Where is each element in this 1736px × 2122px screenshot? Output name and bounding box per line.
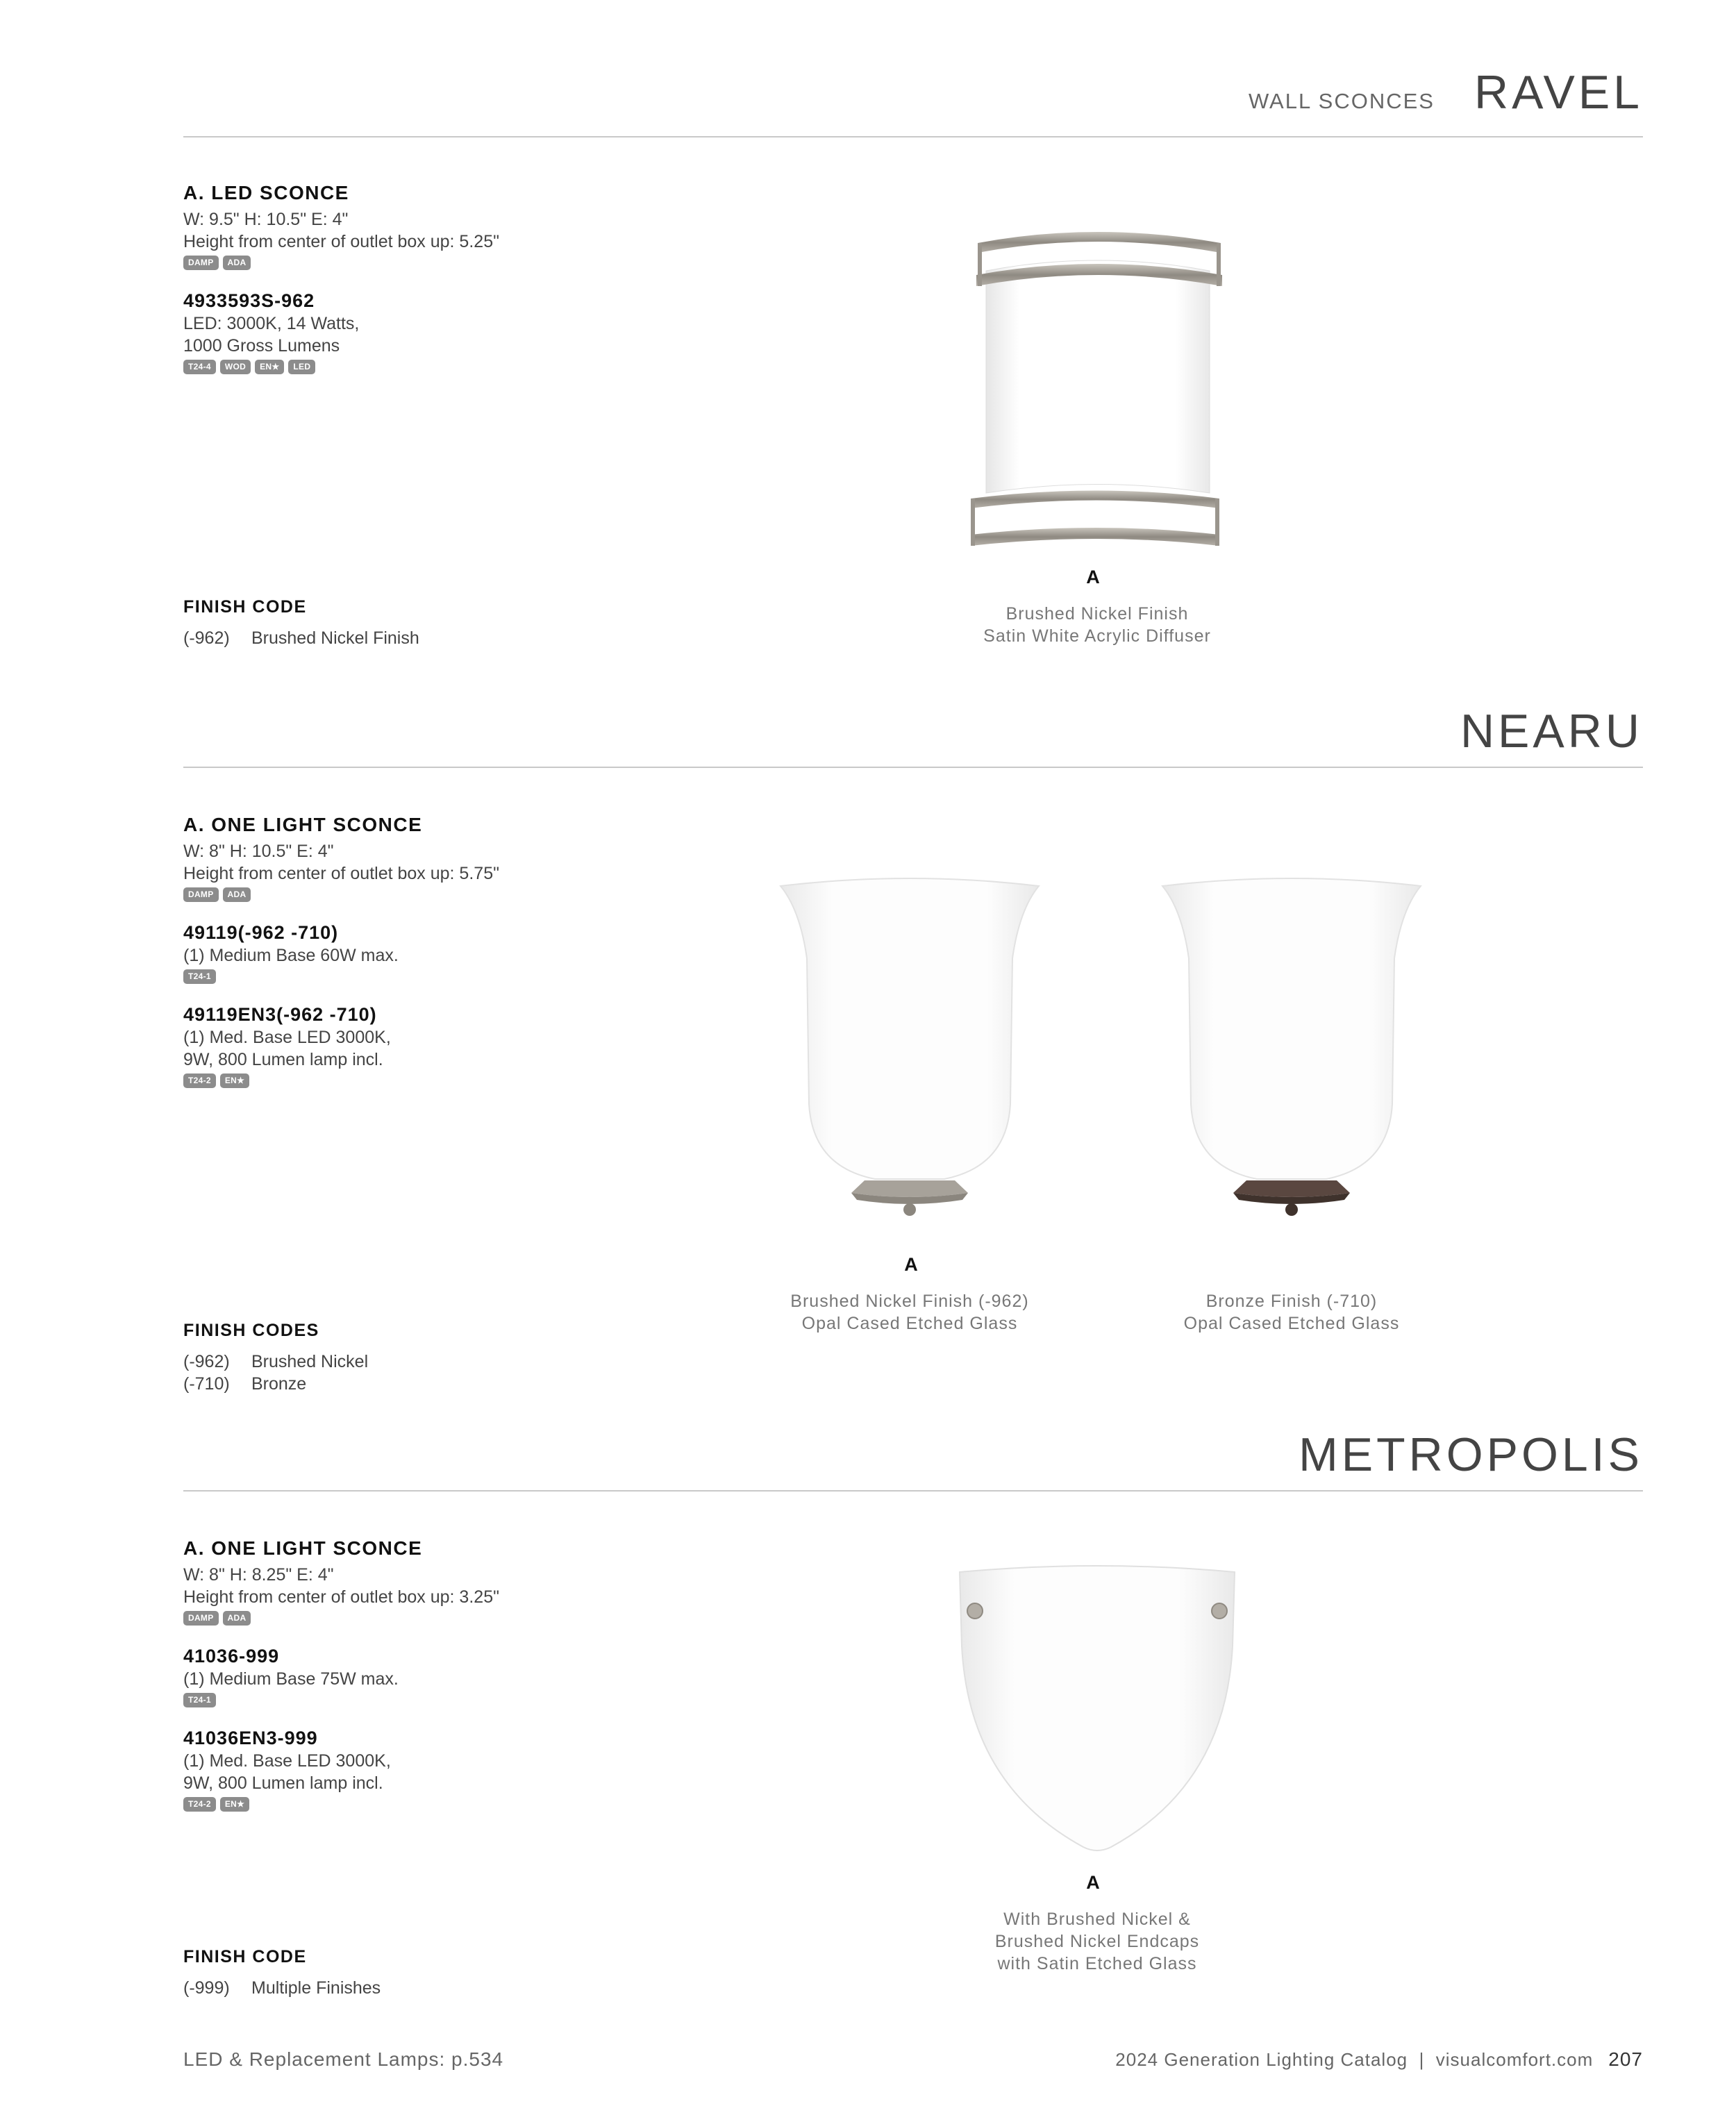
footer-lamps-reference: LED & Replacement Lamps: p.534 [183, 2048, 504, 2070]
badge-t24: T24-2 [183, 1073, 216, 1088]
section-header-metropolis [183, 1418, 1643, 1494]
section-header-nearu [183, 694, 1643, 771]
item-title: A. ONE LIGHT SCONCE [183, 1537, 423, 1559]
badge-row [183, 1693, 669, 1708]
dimensions: W: 8" H: 8.25" E: 4" [183, 1565, 334, 1585]
finish-block-nearu [183, 1321, 669, 1395]
finish-block-metropolis [183, 1947, 669, 1999]
spec-block-metropolis [183, 1537, 669, 1812]
ravel-sconce-image [951, 208, 1243, 555]
badge-t24: T24-2 [183, 1797, 216, 1812]
badge-energy-star: EN★ [255, 360, 284, 374]
finish-code: (-999) [183, 1978, 230, 1998]
finish-row [183, 1351, 669, 1373]
nearu-bronze-image [1153, 875, 1430, 1236]
image-letter: A [1086, 567, 1100, 587]
image-caption [1118, 1290, 1465, 1335]
item-title: A. LED SCONCE [183, 182, 349, 203]
sku-line: (1) Medium Base 60W max. [183, 946, 399, 965]
caption-line: Opal Cased Etched Glass [1183, 1314, 1400, 1333]
sku-code: 41036-999 [183, 1646, 280, 1666]
image-caption [910, 1908, 1285, 1975]
spec-block-ravel [183, 182, 669, 375]
spec-block-nearu [183, 814, 669, 1089]
finish-heading: FINISH CODE [183, 597, 307, 617]
sku-line: 1000 Gross Lumens [183, 336, 340, 356]
finish-block-ravel [183, 597, 669, 649]
page-number: 207 [1608, 2048, 1643, 2070]
badge-wod: WOD [220, 360, 251, 374]
sku-code: 4933593S-962 [183, 290, 315, 311]
finish-code: (-962) [183, 1352, 230, 1371]
badge-row [183, 969, 669, 985]
badge-row [183, 887, 669, 903]
badge-ada: ADA [223, 887, 251, 902]
height-note: Height from center of outlet box up: 5.75" [183, 864, 499, 883]
badge-damp: DAMP [183, 887, 219, 902]
caption-line: Opal Cased Etched Glass [801, 1314, 1018, 1333]
finish-row [183, 627, 669, 649]
badge-row [183, 1073, 669, 1089]
sku-line: (1) Med. Base LED 3000K, [183, 1028, 391, 1047]
finish-name: Multiple Finishes [251, 1978, 381, 1998]
sku-line: (1) Medium Base 75W max. [183, 1669, 399, 1689]
dimensions: W: 9.5" H: 10.5" E: 4" [183, 210, 349, 229]
finish-row [183, 1977, 669, 1999]
badge-row [183, 256, 669, 271]
badge-t24: T24-1 [183, 969, 216, 984]
page-header [183, 56, 1643, 132]
dimensions: W: 8" H: 10.5" E: 4" [183, 842, 334, 861]
footer-catalog-text: 2024 Generation Lighting Catalog | visualcomfort.com [1115, 2049, 1594, 2070]
image-letter: A [904, 1254, 918, 1275]
section-divider [183, 767, 1643, 768]
badge-row [183, 360, 669, 375]
sku-code: 49119EN3(-962 -710) [183, 1004, 377, 1025]
caption-line: Satin White Acrylic Diffuser [983, 626, 1211, 646]
collection-title-metropolis: METROPOLIS [1299, 1428, 1643, 1481]
badge-row [183, 1611, 669, 1626]
category-label: WALL SCONCES [1248, 89, 1435, 113]
finish-row [183, 1373, 669, 1395]
sku-line: LED: 3000K, 14 Watts, [183, 314, 360, 333]
sku-line: 9W, 800 Lumen lamp incl. [183, 1773, 383, 1793]
section-divider [183, 136, 1643, 137]
collection-title-nearu: NEARU [1460, 705, 1643, 758]
badge-damp: DAMP [183, 256, 219, 270]
badge-t24: T24-1 [183, 1693, 216, 1707]
finish-heading: FINISH CODES [183, 1321, 319, 1340]
badge-led: LED [288, 360, 315, 374]
footer-catalog-info [1115, 2048, 1643, 2071]
caption-line: Brushed Nickel Endcaps [994, 1932, 1200, 1951]
sku-line: 9W, 800 Lumen lamp incl. [183, 1050, 383, 1069]
height-note: Height from center of outlet box up: 5.25" [183, 232, 499, 251]
finish-code: (-710) [183, 1374, 230, 1394]
badge-ada: ADA [223, 1611, 251, 1626]
badge-ada: ADA [223, 256, 251, 270]
caption-line: with Satin Etched Glass [997, 1954, 1197, 1973]
finish-heading: FINISH CODE [183, 1947, 307, 1966]
sku-line: (1) Med. Base LED 3000K, [183, 1751, 391, 1771]
height-note: Height from center of outlet box up: 3.25" [183, 1587, 499, 1607]
badge-energy-star: EN★ [220, 1073, 249, 1088]
caption-line: Bronze Finish (-710) [1205, 1292, 1378, 1311]
item-title: A. ONE LIGHT SCONCE [183, 814, 423, 835]
image-letter: A [1086, 1872, 1100, 1893]
finish-code: (-962) [183, 628, 230, 648]
sku-code: 41036EN3-999 [183, 1728, 318, 1748]
badge-energy-star: EN★ [220, 1797, 249, 1812]
collection-title-ravel: RAVEL [1474, 66, 1643, 119]
finish-name: Bronze [251, 1374, 307, 1394]
finish-name: Brushed Nickel [251, 1352, 369, 1371]
image-caption [736, 1290, 1083, 1335]
caption-line: Brushed Nickel Finish [1005, 604, 1189, 624]
badge-damp: DAMP [183, 1611, 219, 1626]
badge-t24: T24-4 [183, 360, 216, 374]
caption-line: With Brushed Nickel & [1003, 1910, 1191, 1929]
nearu-nickel-image [771, 875, 1049, 1236]
badge-row [183, 1797, 669, 1812]
caption-line: Brushed Nickel Finish (-962) [790, 1292, 1029, 1311]
image-caption [910, 603, 1285, 647]
section-divider [183, 1490, 1643, 1492]
finish-name: Brushed Nickel Finish [251, 628, 419, 648]
metropolis-sconce-image [951, 1562, 1243, 1868]
sku-code: 49119(-962 -710) [183, 922, 339, 943]
